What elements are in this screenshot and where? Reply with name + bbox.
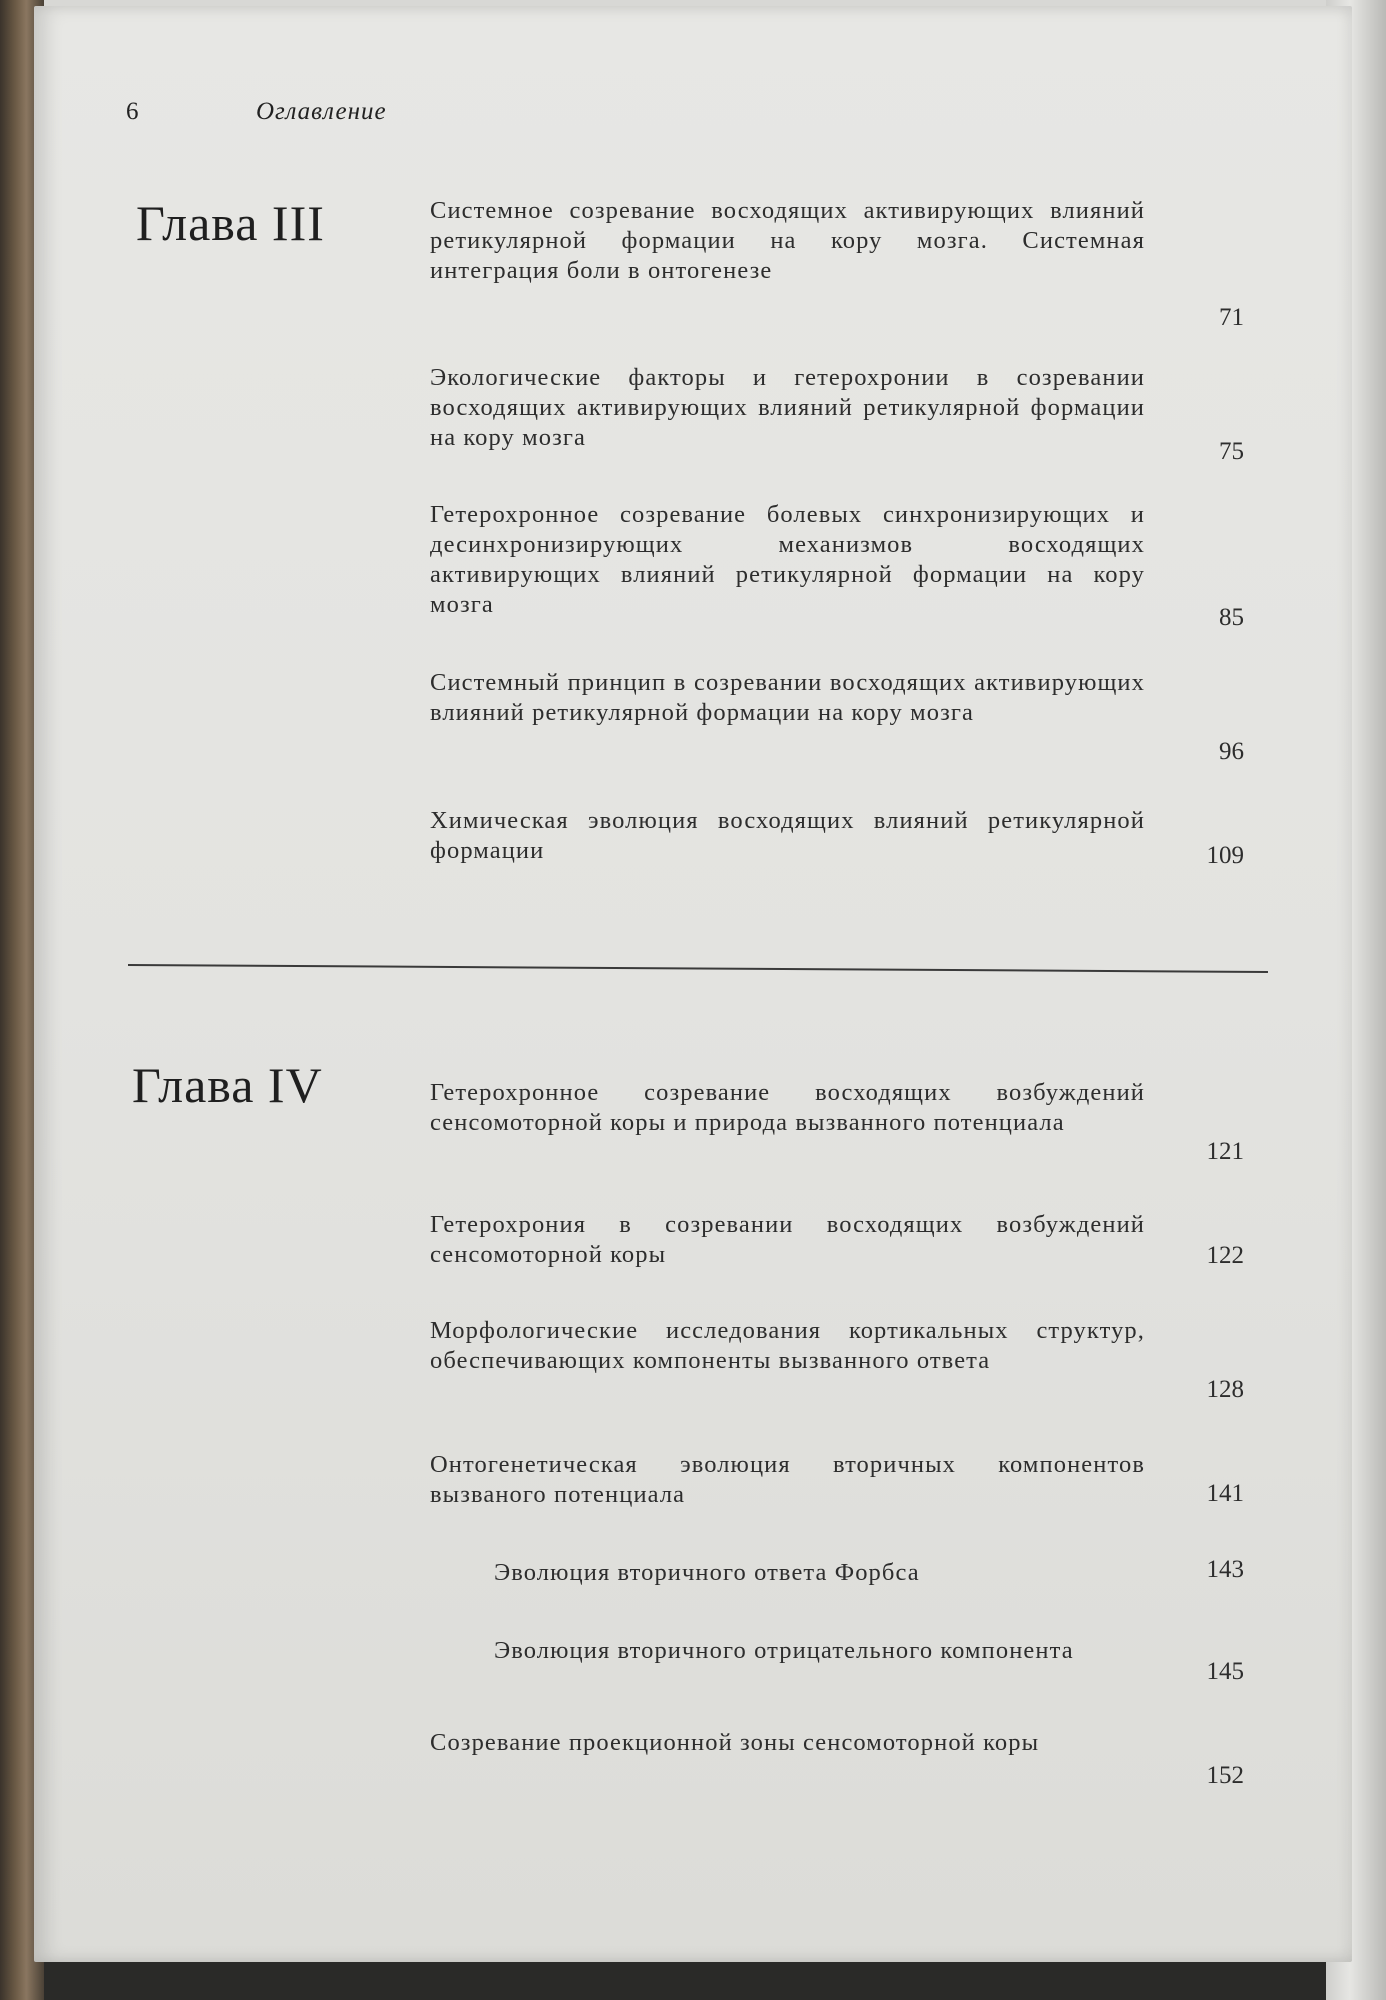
toc-entry-text: Гетерохронное созревание болевых синхронизирующих и десинхронизирующих механизмов восходящих активирующих влияний ретикулярной формации на кору мозга — [430, 501, 1145, 618]
toc-entry-page: 145 — [1206, 1658, 1244, 1685]
toc-entry-page: 71 — [1219, 304, 1244, 331]
toc-entry-text: Гетерохронное созревание восходящих возбуждений сенсомоторной коры и природа вызванного потенциала — [430, 1079, 1145, 1136]
toc-entry-text: Онтогенетическая эволюция вторичных компонентов вызваного потенциала — [430, 1451, 1145, 1508]
toc-entry-page: 143 — [1206, 1556, 1244, 1583]
toc-subentry-text: Эволюция вторичного ответа Форбса — [494, 1559, 920, 1586]
chapter-heading: Глава IV — [132, 1057, 323, 1113]
toc-entry-text: Системный принцип в созревании восходящих активирующих влияний ретикулярной формации на кору мозга — [430, 669, 1145, 726]
chapter-heading: Глава III — [136, 195, 325, 251]
toc-entry-page: 128 — [1206, 1376, 1244, 1403]
toc-entry-page: 85 — [1219, 604, 1244, 631]
book-page — [34, 6, 1352, 1962]
toc-entry-page: 152 — [1206, 1762, 1244, 1789]
toc-entry-text: Гетерохрония в созревании восходящих возбуждений сенсомоторной коры — [430, 1211, 1145, 1268]
toc-entry-page: 141 — [1206, 1480, 1244, 1507]
toc-entry-text: Экологические факторы и гетерохронии в созревании восходящих активирующих влияний ретикулярной формации на кору мозга — [430, 364, 1145, 451]
running-header — [126, 98, 387, 126]
toc-entry-page: 75 — [1219, 438, 1244, 465]
toc-entry-text: Химическая эволюция восходящих влияний ретикулярной формации — [430, 807, 1145, 864]
toc-subentry-text: Эволюция вторичного отрицательного компонента — [494, 1637, 1074, 1664]
toc-entry-text: Системное созревание восходящих активирующих влияний ретикулярной формации на кору мозга. Системная интеграция боли в онтогенезе — [430, 197, 1145, 284]
page-number: 6 — [126, 98, 139, 125]
toc-entry-page: 109 — [1206, 842, 1244, 869]
section-divider — [128, 964, 1268, 973]
toc-entry-page: 96 — [1219, 738, 1244, 765]
toc-entry-page: 121 — [1206, 1138, 1244, 1165]
toc-entry-text: Созревание проекционной зоны сенсомоторной коры — [430, 1729, 1040, 1756]
toc-entry-page: 122 — [1206, 1242, 1244, 1269]
running-title: Оглавление — [256, 98, 387, 125]
toc-entry-text: Морфологические исследования кортикальных структур, обеспечивающих компоненты вызванного ответа — [430, 1317, 1145, 1374]
